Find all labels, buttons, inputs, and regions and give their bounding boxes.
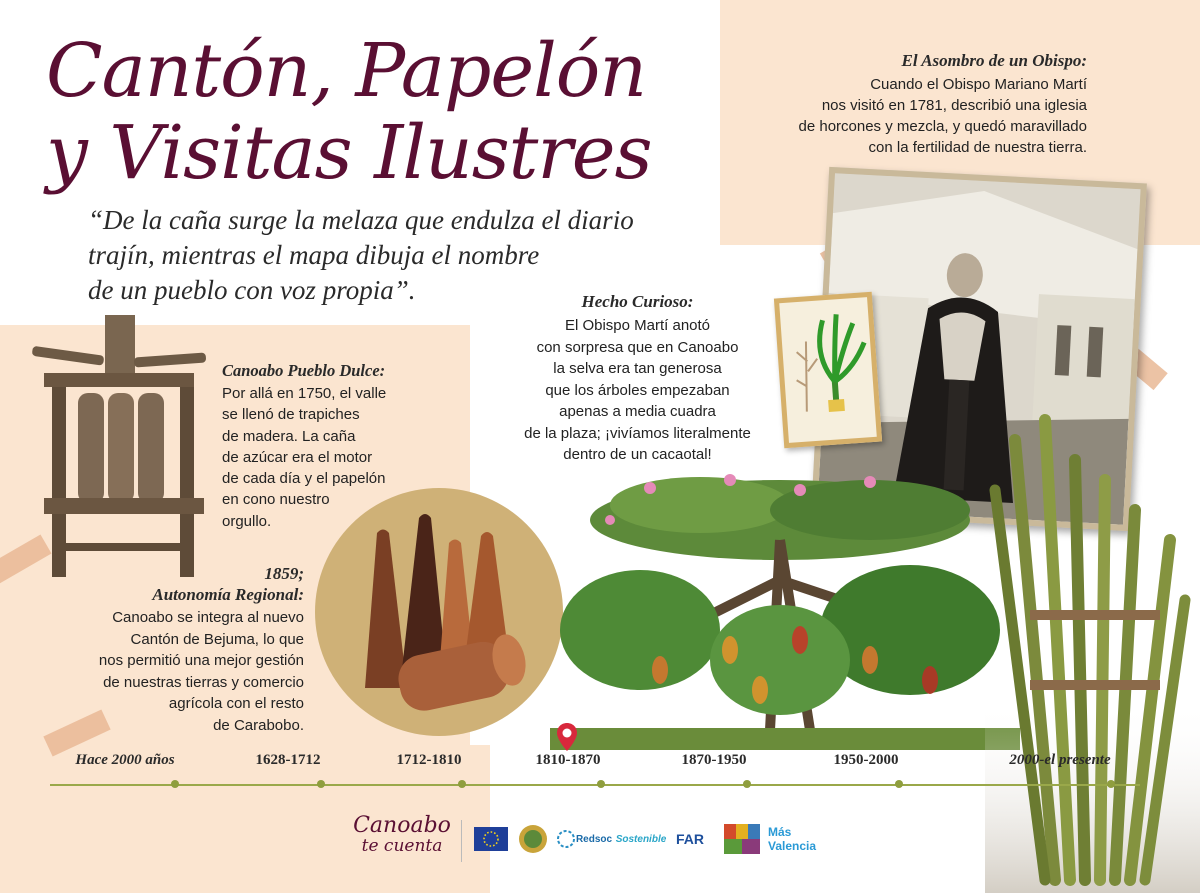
botanical-art	[779, 297, 877, 443]
timeline-label: 1810-1870	[535, 752, 601, 768]
timeline-line	[50, 784, 1140, 786]
text-line: agrícola con el resto	[168, 695, 304, 712]
sostenible-logo	[615, 822, 667, 856]
text-line: de azúcar era el motor	[222, 448, 373, 466]
curious-fact-heading: Hecho Curioso:	[581, 292, 694, 311]
text-line: de la plaza; ¡vivíamos literalmente	[524, 424, 751, 442]
text-line: la selva era tan generosa	[553, 360, 722, 377]
text-line: Cantón de Bejuma, lo que	[130, 630, 304, 648]
colorful-logo	[722, 822, 762, 856]
timeline	[50, 752, 1140, 792]
timeline-dot	[317, 780, 325, 788]
quote-line: trajín, mientras el mapa dibuja el nombre	[88, 240, 540, 270]
text-line: de madera. La caña	[222, 427, 356, 445]
text-line: se llenó de trapiches	[222, 406, 360, 424]
timeline-dot	[1107, 780, 1115, 788]
eu-flag-icon	[474, 827, 508, 851]
papelon-art	[315, 488, 563, 736]
text-line: Canoabo se integra al nuevo	[112, 609, 304, 626]
logo-divider	[461, 820, 462, 862]
timeline-item[interactable]	[396, 752, 494, 769]
eu-flag-logo	[473, 822, 509, 856]
cacao-forest-art	[550, 460, 1020, 750]
text-line: que los árboles empezaban	[545, 381, 730, 399]
redsoc-logo	[555, 822, 613, 856]
brand-line: Canoabo	[353, 813, 451, 838]
timeline-label: 1712-1810	[396, 752, 462, 768]
timeline-dot	[458, 780, 466, 788]
title-line-2: y Visitas Ilustres	[46, 110, 652, 196]
sweet-town-heading: Canoabo Pueblo Dulce:	[222, 361, 386, 380]
partner-name: Sostenible	[615, 833, 667, 845]
text-line: Cuando el Obispo Mariano Martí	[870, 76, 1087, 93]
text-line: en cono nuestro	[222, 491, 330, 509]
bishop-heading: El Asombro de un Obispo:	[901, 51, 1087, 70]
timeline-label: Hace 2000 años	[75, 752, 175, 768]
timeline-dot	[743, 780, 751, 788]
timeline-dot	[597, 780, 605, 788]
trapiche-art	[30, 313, 212, 583]
mosaic-icon	[724, 824, 760, 854]
canoabo-te-cuenta-logo	[352, 815, 452, 857]
timeline-label: 1628-1712	[255, 752, 321, 768]
mas-valencia-logo	[768, 822, 840, 856]
text-line: apenas a media cuadra	[559, 403, 716, 420]
timeline-item[interactable]	[681, 752, 779, 769]
papelon-cones-illustration	[315, 488, 563, 736]
sugar-press-illustration	[30, 313, 212, 583]
autonomy-section	[40, 563, 304, 736]
timeline-label: 2000-el presente	[1009, 752, 1111, 768]
text-line: con sorpresa que en Canoabo	[536, 338, 739, 356]
text-line: nos visitó en 1781, describió una iglesia	[821, 97, 1087, 114]
autonomy-heading: Autonomía Regional:	[152, 585, 304, 604]
text-line: Por allá en 1750, el valle	[222, 385, 387, 402]
far-logo	[673, 822, 707, 856]
text-line: dentro de un cacaotal!	[563, 446, 712, 463]
cane-bundle-art	[985, 400, 1200, 893]
curious-fact-section	[500, 291, 775, 466]
timeline-label: 1870-1950	[681, 752, 747, 768]
brand-line: te cuenta	[361, 836, 443, 856]
bishop-text	[745, 74, 1087, 158]
map-pin-icon	[556, 722, 578, 752]
text-line: nos permitió una mejor gestión	[98, 652, 304, 669]
botanical-illustration-card	[774, 292, 882, 448]
partner-name: Más Valencia	[768, 825, 817, 853]
timeline-dot	[171, 780, 179, 788]
timeline-dot	[895, 780, 903, 788]
text-line: de nuestras tierras y comercio	[103, 673, 304, 691]
timeline-item[interactable]	[255, 752, 353, 769]
seal-logo	[517, 822, 549, 856]
text-line: orgullo.	[222, 512, 272, 530]
text-line: El Obispo Martí anotó	[564, 317, 711, 334]
timeline-item[interactable]	[1009, 752, 1161, 769]
autonomy-year: 1859;	[264, 564, 304, 583]
quote-line: de un pueblo con voz propia”.	[88, 275, 416, 305]
timeline-item-current[interactable]	[535, 752, 633, 769]
quote-line: “De la caña surge la melaza que endulza el diario	[88, 205, 634, 235]
cacao-trees-illustration	[550, 460, 1020, 750]
timeline-label: 1950-2000	[833, 752, 899, 768]
text-line: de horcones y mezcla, y quedó maravillado	[798, 118, 1087, 135]
partner-name: Redsoc	[575, 833, 613, 845]
seal-icon	[518, 824, 548, 854]
sugar-cane-illustration	[985, 400, 1200, 893]
curious-fact-text	[500, 315, 775, 466]
timeline-item[interactable]	[833, 752, 931, 769]
bishop-section	[745, 50, 1087, 158]
page-title	[46, 30, 686, 194]
text-line: con la fertilidad de nuestra tierra.	[868, 139, 1087, 156]
text-line: de Carabobo.	[213, 716, 304, 734]
redsoc-icon	[556, 829, 576, 849]
partner-name: FAR	[676, 831, 704, 847]
text-line: de cada día y el papelón	[222, 470, 386, 488]
title-line-1: Cantón, Papelón	[46, 28, 647, 114]
autonomy-text	[40, 607, 304, 736]
timeline-item[interactable]	[75, 752, 224, 769]
